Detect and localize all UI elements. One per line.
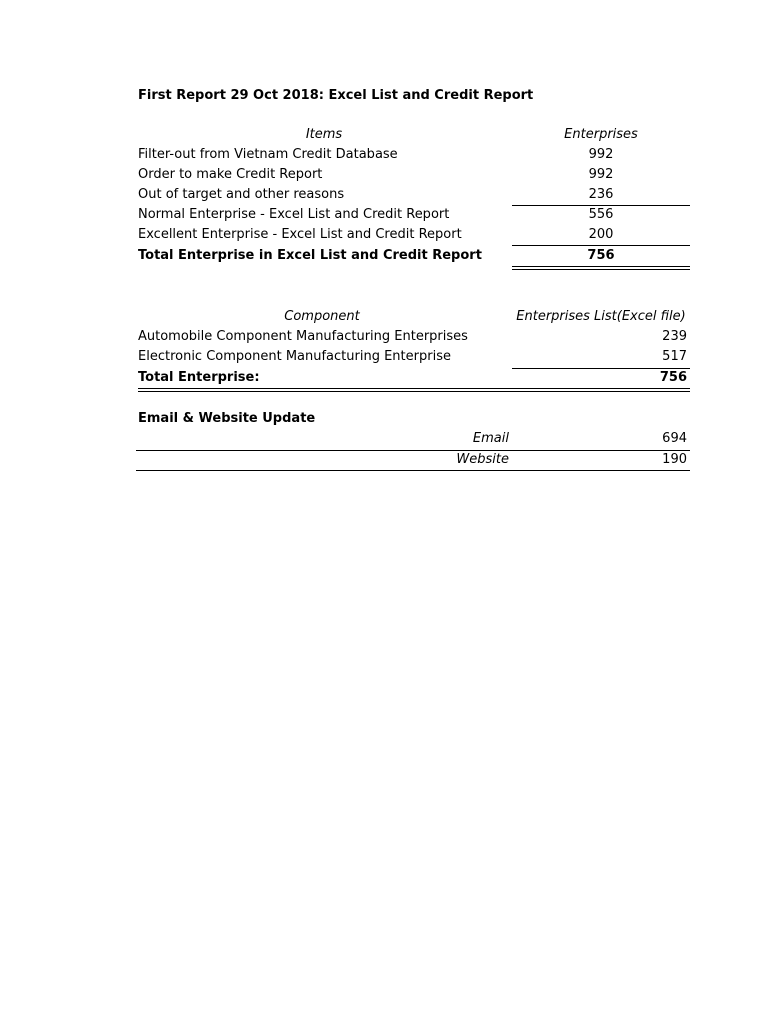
table-row-label: Electronic Component Manufacturing Enterprise bbox=[138, 349, 451, 364]
row-label-website: Website bbox=[456, 452, 509, 467]
table-row-value: 200 bbox=[588, 227, 614, 242]
header-enterprises-list: Enterprises List(Excel file) bbox=[516, 309, 686, 324]
table-row-label: Normal Enterprise - Excel List and Credit Report bbox=[138, 207, 450, 222]
header-enterprises: Enterprises bbox=[564, 127, 638, 142]
row-value-email: 694 bbox=[662, 431, 687, 446]
table-row-value: 236 bbox=[588, 187, 614, 202]
total-label: Total Enterprise in Excel List and Credit Report bbox=[138, 248, 482, 263]
row-label-email: Email bbox=[472, 431, 509, 446]
total-value: 756 bbox=[587, 248, 615, 263]
table-row-value: 239 bbox=[662, 329, 687, 344]
double-underline bbox=[138, 388, 690, 392]
table-row-value: 992 bbox=[588, 167, 614, 182]
double-underline bbox=[512, 266, 690, 270]
table-row-label: Excellent Enterprise - Excel List and Credit Report bbox=[138, 227, 462, 242]
report-title: First Report 29 Oct 2018: Excel List and Credit Report bbox=[138, 88, 534, 103]
divider-line bbox=[136, 470, 690, 471]
divider-line bbox=[512, 245, 690, 246]
header-items: Items bbox=[305, 127, 343, 142]
table-row-label: Automobile Component Manufacturing Enterprises bbox=[138, 329, 468, 344]
table-row-label: Out of target and other reasons bbox=[138, 187, 345, 202]
row-value-website: 190 bbox=[662, 452, 687, 467]
table-row-value: 556 bbox=[588, 207, 614, 222]
header-component: Component bbox=[284, 309, 360, 324]
total-label: Total Enterprise: bbox=[138, 370, 260, 385]
table-row-value: 992 bbox=[588, 147, 614, 162]
table-row-value: 517 bbox=[662, 349, 687, 364]
section-title: Email & Website Update bbox=[138, 411, 316, 426]
table-row-label: Order to make Credit Report bbox=[138, 167, 323, 182]
table-row-label: Filter-out from Vietnam Credit Database bbox=[138, 147, 398, 162]
total-value: 756 bbox=[659, 370, 687, 385]
